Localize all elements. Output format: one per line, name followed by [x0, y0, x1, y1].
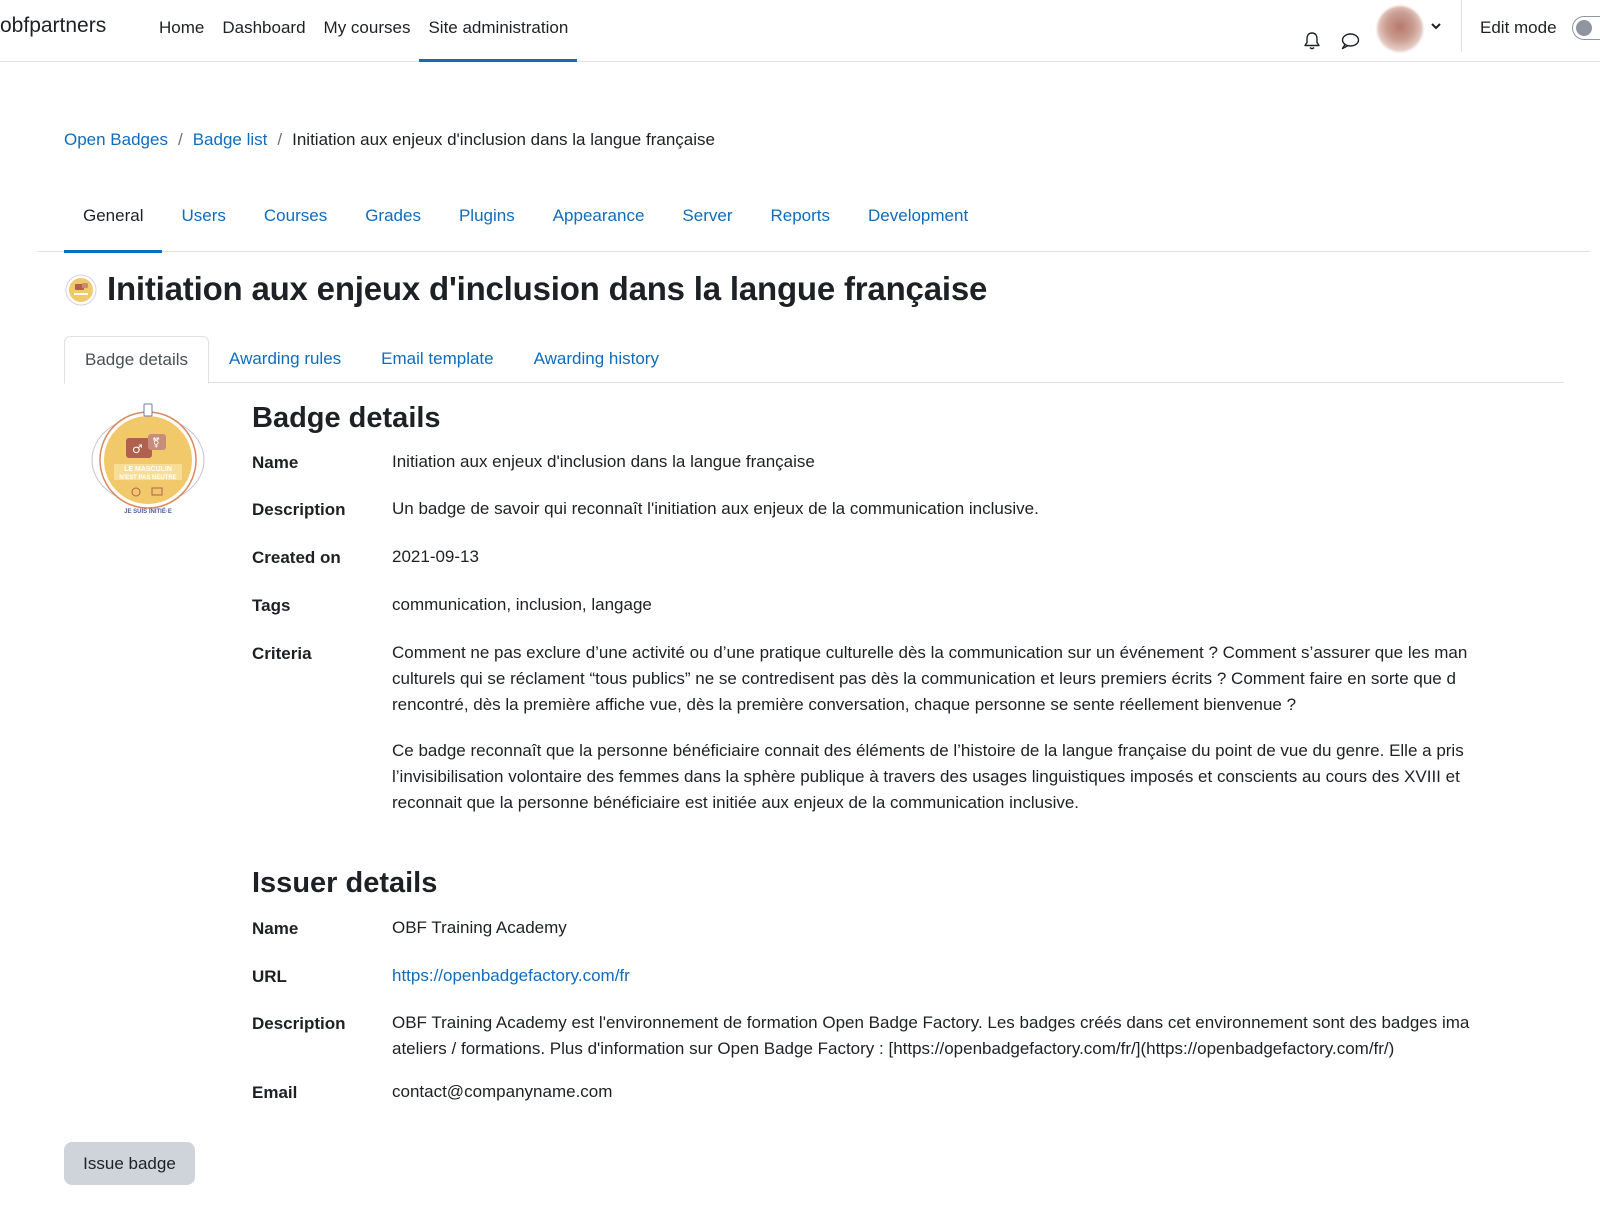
breadcrumb-separator: / [277, 130, 283, 149]
chevron-down-icon[interactable] [1428, 18, 1444, 34]
badge-tags-label: Tags [252, 596, 291, 615]
nav-site-administration[interactable]: Site administration [419, 0, 577, 62]
badge-tags-value: communication, inclusion, langage [392, 595, 652, 614]
badge-tabs [64, 336, 1564, 383]
issue-badge-button[interactable]: Issue badge [64, 1142, 195, 1185]
tab-courses[interactable]: Courses [263, 206, 328, 225]
criteria-paragraph-2 [392, 738, 1567, 816]
page-header [64, 270, 987, 308]
badge-criteria-value [392, 640, 1567, 816]
tab-reports[interactable]: Reports [770, 206, 831, 225]
admin-secondary-nav [37, 190, 1590, 252]
tab-email-template[interactable]: Email template [381, 349, 494, 368]
tab-plugins[interactable]: Plugins [458, 206, 515, 225]
svg-text:LE MASCULIN: LE MASCULIN [124, 466, 172, 473]
badge-name-label: Name [252, 453, 299, 472]
chat-icon[interactable] [1339, 30, 1361, 52]
criteria-line: rencontré, dès la première affiche vue, dès la première conversation, chaque personne se sente réellement bienvenue ? [392, 695, 1297, 714]
badge-created-label: Created on [252, 548, 341, 567]
issuer-description-value [392, 1010, 1567, 1062]
nav-my-courses[interactable]: My courses [323, 18, 411, 37]
issuer-url-link[interactable]: https://openbadgefactory.com/fr [392, 966, 630, 985]
user-avatar[interactable] [1377, 6, 1423, 52]
issuer-name-value: OBF Training Academy [392, 918, 567, 937]
tab-grades[interactable]: Grades [365, 206, 421, 225]
issuer-description-line: OBF Training Academy est l'environnement de formation Open Badge Factory. Les badges créés dans cet environnement sont des badges ima [392, 1013, 1470, 1032]
criteria-line: reconnait que la personne bénéficiaire est initiée aux enjeux de la communication inclusive. [392, 793, 1080, 812]
criteria-line: Comment ne pas exclure d’une activité ou d’une pratique culturelle dès la communication sur un événement ? Comment s’assurer que les man [392, 643, 1468, 662]
badge-description-value: Un badge de savoir qui reconnaît l'initiation aux enjeux de la communication inclusive. [392, 499, 1039, 518]
issuer-url-label: URL [252, 967, 287, 986]
tab-development[interactable]: Development [868, 206, 969, 225]
navbar-divider [1461, 0, 1462, 52]
edit-mode-label: Edit mode [1480, 18, 1557, 37]
svg-text:JE SUIS INITIÉ·E: JE SUIS INITIÉ·E [124, 509, 172, 515]
criteria-paragraph-1 [392, 640, 1567, 718]
tab-awarding-history[interactable]: Awarding history [533, 349, 659, 368]
criteria-line: Ce badge reconnaît que la personne bénéficiaire connait des éléments de l’histoire de la langue française du point de vue du genre. Elle a pris [392, 741, 1464, 760]
issuer-name-label: Name [252, 919, 299, 938]
breadcrumb-badge-list[interactable]: Badge list [192, 130, 268, 149]
criteria-line: culturels qui se réclament “tous publics” ne se contredisent pas dès la communication et leurs premiers écrits ? Comment faire en sorte que d [392, 669, 1456, 688]
issuer-details-heading: Issuer details [252, 867, 438, 899]
badge-created-value: 2021-09-13 [392, 547, 479, 566]
tab-users[interactable]: Users [181, 206, 226, 225]
breadcrumb-current: Initiation aux enjeux d'inclusion dans la langue française [292, 130, 715, 149]
tab-server[interactable]: Server [682, 206, 733, 225]
top-navbar [0, 0, 1600, 62]
issuer-email-label: Email [252, 1083, 298, 1102]
issuer-description-label: Description [252, 1014, 346, 1033]
page-title: Initiation aux enjeux d'inclusion dans la langue française [107, 270, 988, 307]
svg-text:N'EST PAS NEUTRE: N'EST PAS NEUTRE [119, 475, 177, 481]
bell-icon[interactable] [1301, 30, 1323, 52]
badge-name-value: Initiation aux enjeux d'inclusion dans la langue française [392, 452, 815, 471]
edit-mode-toggle[interactable] [1572, 16, 1600, 40]
issuer-email-value: contact@companyname.com [392, 1082, 613, 1101]
badge-details-heading: Badge details [252, 402, 441, 434]
tab-badge-details[interactable]: Badge details [64, 336, 209, 384]
tab-general[interactable]: General [64, 190, 162, 252]
svg-text:⚧: ⚧ [152, 438, 161, 449]
badge-criteria-label: Criteria [252, 644, 312, 663]
badge-image [88, 400, 208, 520]
nav-home[interactable]: Home [159, 18, 205, 37]
criteria-line: l’invisibilisation volontaire des femmes dans la sphère publique à travers des usages linguistiques imposés et conscients au cours des XVIII et [392, 767, 1460, 786]
primary-navigation [150, 0, 577, 62]
tab-appearance[interactable]: Appearance [552, 206, 645, 225]
svg-text:♂: ♂ [132, 442, 143, 456]
site-brand[interactable]: obfpartners [0, 14, 107, 37]
tab-awarding-rules[interactable]: Awarding rules [229, 349, 342, 368]
nav-dashboard[interactable]: Dashboard [222, 18, 306, 37]
breadcrumb-separator: / [177, 130, 183, 149]
breadcrumb-open-badges[interactable]: Open Badges [64, 130, 168, 149]
breadcrumb [64, 130, 715, 150]
issuer-description-line: ateliers / formations. Plus d'information sur Open Badge Factory : [https://openbadgefactory.com/fr/](https://openbadgefactory.com/fr/) [392, 1039, 1395, 1058]
badge-icon [64, 272, 98, 306]
badge-description-label: Description [252, 500, 346, 519]
